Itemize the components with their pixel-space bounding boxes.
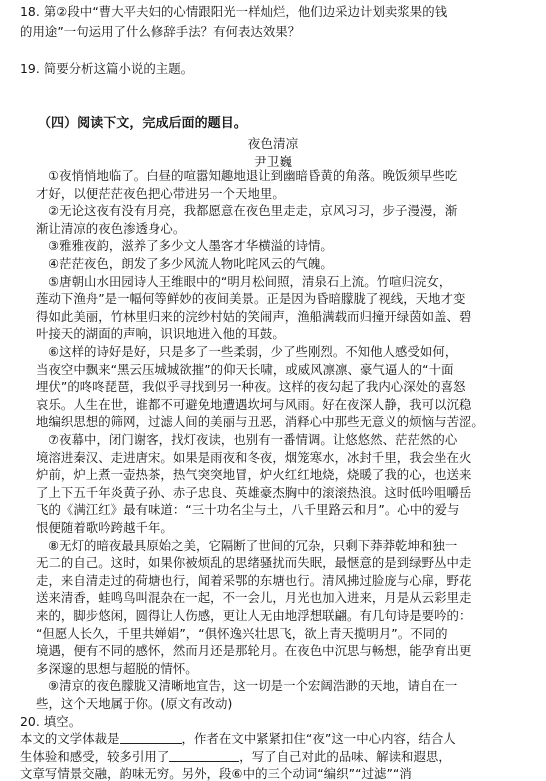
paragraph-line: 渐让清凉的夜色渗透身心。 — [36, 220, 186, 236]
paragraph-line: 才好，以便茫茫夜色把心带进另一个天地里。 — [36, 185, 285, 201]
paragraph-line: ②无论这夜有没有月亮，我都愿意在夜色里走走，京风习习，步子漫漫，渐 — [48, 203, 458, 219]
paragraph-line: 飞的《满江红》最有味道：“三十功名尘与土，八千里路云和月”。心中的爱与 — [36, 502, 460, 518]
paragraph-line: 哀乐。人生在世，谁都不可避免地遭遇坎坷与风雨。好在夜深人静，我可以沉稳 — [36, 396, 472, 412]
question-20-line-2 — [0, 748, 546, 766]
paragraph-line: 送来清香，蛙鸣鸟叫混杂在一起，不一会儿，月光也加入进来，月是从云彩里走 — [36, 590, 472, 606]
paragraph-line: “但愿人长久，千里共婵娟”，“俱怀逸兴壮思飞，欲上青天揽明月”。不同的 — [36, 625, 448, 641]
paragraph-line: 埋伏”的咚咚琵琶，我似乎寻找到另一种夜。这样的夜勾起了我内心深处的喜怒 — [36, 379, 466, 395]
article-author: 尹卫巍 — [254, 154, 292, 169]
paragraph-line: ⑤唐朝山水田园诗人王维眼中的“明月松间照，清泉石上流。竹喧归浣女， — [48, 273, 452, 289]
paragraph-line: ①夜悄悄地临了。白昼的喧嚣知趣地退让到幽暗昏黄的角落。晚饭须早些吃 — [48, 168, 458, 183]
paragraph-line: ⑨清京的夜色朦胧又清晰地宣告，这一切是一个宏阔浩渺的天地，请自在一 — [48, 678, 458, 694]
question-18-line-2: 的用途”一句运用了什么修辞手法？有何表达效果？ — [20, 24, 301, 39]
paragraph-line: 多深邃的思想与超脱的情怀。 — [36, 660, 198, 676]
question-20-line-3: 文章写情景交融，韵味无穷。另外，段⑥中的三个动词“编织”“过滤”“消 — [20, 766, 412, 781]
q20-text: 本文的文学体裁是 — [20, 731, 120, 747]
paragraph-line: 些，这个天地属于你。(原文有改动) — [36, 696, 233, 711]
answer-blank[interactable] — [169, 749, 239, 762]
paragraph-line: 恨便随着歌吟跨越千年。 — [36, 520, 173, 535]
paragraph-line: ③雅雅夜韵，滋养了多少文人墨客才华横溢的诗情。 — [48, 238, 333, 254]
section-heading: （四）阅读下文，完成后面的题目。 — [38, 116, 247, 131]
question-18-line-1: 18. 第②段中“曹大平夫妇的心情跟阳光一样灿烂，他们边采边计划卖浆果的钱 — [20, 4, 448, 19]
paragraph-line: 当夜空中飘来“黑云压城城欲摧”的仰天长啸，或威风凛凛、豪气逼人的“十面 — [36, 361, 454, 377]
paragraph-line: 叶接天的湖面的声响，识识地进入他的耳鼓。 — [36, 326, 285, 342]
paragraph-line: ④茫茫夜色，朗发了多少风流人物叱咤风云的气魄。 — [48, 256, 333, 271]
answer-blank[interactable] — [120, 731, 182, 744]
q20-text: 生体验和感受，较多引用了 — [20, 748, 170, 764]
paragraph-line: 地编织思想的筛网，过滤人间的美丽与丑恶，消释心中那些无意义的烦恼与苦涩。 — [36, 414, 484, 430]
paragraph-line: 境遇，便有不同的感怀，然而月还是那轮月。在夜色中沉思与畅想，能孕育出更 — [36, 643, 472, 659]
paragraph-line: ⑦夜幕中，闭门谢客，找灯夜读，也别有一番情调。让悠悠然、茫茫然的心 — [48, 432, 458, 447]
paragraph-line: 来的，脚步悠闲，圆得让人伤感，更让人无由地浮想联翩。有几句诗是要吟的： — [36, 608, 472, 623]
paragraph-line: 无二的自己。这时，如果你被烦乱的思绪骚扰而失眠，最惬意的是到绿野丛中走 — [36, 555, 472, 571]
question-19: 19. 简要分析这篇小说的主题。 — [20, 61, 194, 76]
paragraph-line: 得如此美丽，竹林里归来的浣纱村姑的笑闹声，渔船满载而归撞开绿茵如盖、碧 — [36, 308, 472, 324]
paragraph-line: 境溶进秦汉、走进唐宋。如果是雨夜和冬夜，烟笼寒水，冰封千里，我会坐在火 — [36, 449, 472, 465]
paragraph-line: 了上下五千年炎黄子孙、赤子忠良、英雄豪杰胸中的滚滚热浪。这时低吟咀嚼岳 — [36, 484, 472, 500]
paragraph-line: ⑥这样的诗好是好，只是多了一些柔弱，少了些刚烈。不知他人感受如何， — [48, 344, 458, 359]
paragraph-line: 炉前，炉上煮一壶热茶，热气突突地冒，炉火红红地烧，烧暖了我的心，也送来 — [36, 467, 472, 483]
question-20-label: 20. 填空。 — [20, 713, 82, 729]
paragraph-line: 走，来自清走过的荷塘也行，闻着采鄂的东塘也行。清风拂过脸庞与心扉，野花 — [36, 572, 472, 588]
article-title: 夜色清凉 — [247, 136, 299, 151]
paragraph-line: ⑧无灯的暗夜最具原始之美，它隔断了世间的冗杂，只剩下莽莽乾坤和独一 — [48, 537, 458, 553]
paragraph-line: 莲动下渔舟”是一幅何等鲜妙的夜间美景。正是因为昏暗朦胧了视线，天地才变 — [36, 291, 466, 307]
q20-text: ，作者在文中紧紧扣住“夜”这一中心内容，结合人 — [181, 731, 456, 747]
q20-text: ，写了自己对此的品味、解读和遐思， — [239, 748, 451, 764]
question-20-line-1 — [0, 730, 546, 748]
